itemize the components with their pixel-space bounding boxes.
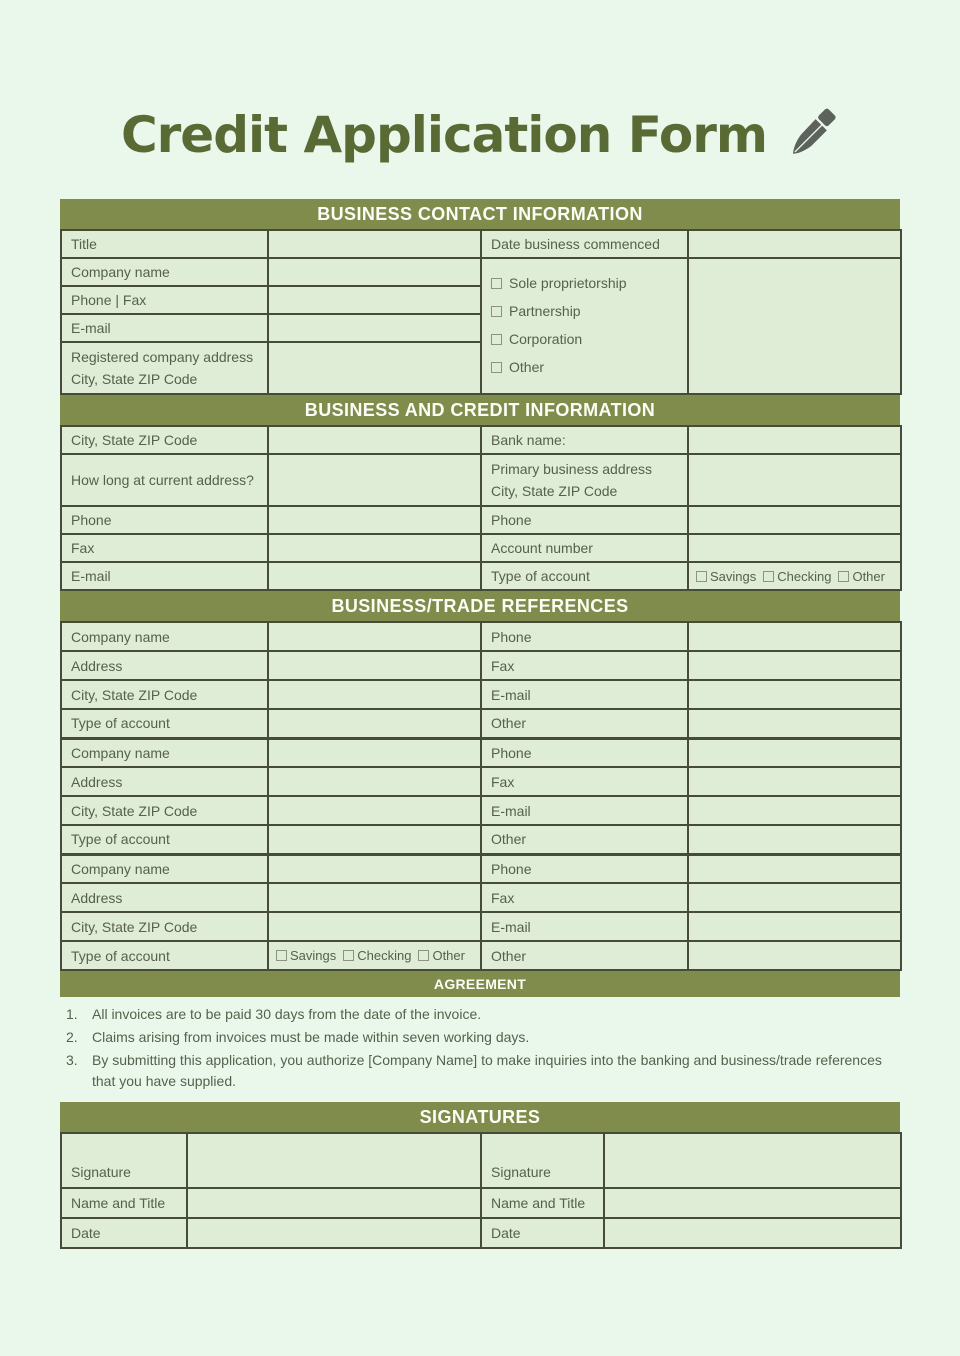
ref2-type-of-account-input-cell[interactable] [268, 825, 481, 854]
ref3-phone-input-cell[interactable] [688, 854, 901, 883]
agreement-item [62, 1050, 898, 1092]
account-type-savings[interactable] [276, 948, 336, 963]
section-header-trade-references [60, 591, 900, 621]
label-company-name: Company name [61, 622, 268, 651]
page-title: Credit Application Form [120, 106, 768, 164]
fax-input-cell[interactable] [268, 534, 481, 562]
checkbox-icon[interactable] [276, 950, 287, 961]
date-business-commenced-input-cell[interactable] [688, 230, 901, 258]
section-title: AGREEMENT [433, 976, 527, 992]
ref1-type-of-account-input-cell[interactable] [268, 709, 481, 738]
pen-nib-icon [787, 105, 839, 161]
signature-2-input-cell[interactable] [604, 1133, 901, 1188]
phone-fax-input-cell[interactable] [268, 286, 481, 314]
org-type-label: Sole proprietorship [509, 275, 627, 291]
label-date: Date [481, 1218, 604, 1248]
account-type-savings[interactable] [696, 569, 756, 584]
agreement-item-text: All invoices are to be paid 30 days from the date of the invoice. [92, 1006, 482, 1022]
label-city-state-zip: City, State ZIP Code [61, 796, 268, 825]
ref1-company-name-input-cell[interactable] [268, 622, 481, 651]
ref1-fax-input-cell[interactable] [688, 651, 901, 680]
phone-input-cell[interactable] [268, 506, 481, 534]
label-date: Date [61, 1218, 187, 1248]
account-type-options-cell [688, 562, 901, 590]
label-city-state-zip: City, State ZIP Code [61, 426, 268, 454]
label-account-number: Account number [481, 534, 688, 562]
label-name-and-title: Name and Title [61, 1188, 187, 1218]
label-type-of-account: Type of account [61, 825, 268, 854]
organization-type-input-cell[interactable] [688, 258, 901, 394]
ref3-city-state-zip-input-cell[interactable] [268, 912, 481, 941]
account-type-other[interactable] [838, 569, 885, 584]
checkbox-icon[interactable] [491, 334, 502, 345]
ref3-other-input-cell[interactable] [688, 941, 901, 970]
email-input-cell[interactable] [268, 314, 481, 342]
section-header-business-credit [60, 395, 900, 425]
agreement-item-text: By submitting this application, you authorize [Company Name] to make inquiries into the banking and business/trade references that you have supplied. [92, 1052, 882, 1089]
section-title: BUSINESS CONTACT INFORMATION [317, 203, 643, 224]
date-2-input-cell[interactable] [604, 1218, 901, 1248]
account-type-checking[interactable] [763, 569, 831, 584]
account-number-input-cell[interactable] [688, 534, 901, 562]
date-1-input-cell[interactable] [187, 1218, 481, 1248]
label-other: Other [481, 709, 688, 738]
business-contact-table [60, 229, 902, 395]
org-type-label: Corporation [509, 331, 583, 347]
ref1-other-input-cell[interactable] [688, 709, 901, 738]
checkbox-icon[interactable] [696, 571, 707, 582]
label-phone: Phone [481, 738, 688, 767]
city-state-zip-input-cell[interactable] [268, 426, 481, 454]
label-fax: Fax [481, 767, 688, 796]
label-title: Title [61, 230, 268, 258]
ref3-fax-input-cell[interactable] [688, 883, 901, 912]
ref2-company-name-input-cell[interactable] [268, 738, 481, 767]
label-line: Primary business address [491, 461, 653, 477]
label-other: Other [481, 825, 688, 854]
email-input-cell[interactable] [268, 562, 481, 590]
ref3-account-type-options-cell [268, 941, 481, 970]
label-phone-fax: Phone | Fax [61, 286, 268, 314]
label-signature: Signature [481, 1133, 604, 1188]
org-type-sole-proprietorship[interactable] [491, 269, 678, 297]
label-other: Other [481, 941, 688, 970]
org-type-corporation[interactable] [491, 325, 678, 353]
primary-business-address-input-cell[interactable] [688, 454, 901, 506]
signature-1-input-cell[interactable] [187, 1133, 481, 1188]
section-header-business-contact [60, 199, 900, 229]
agreement-item [62, 1004, 898, 1025]
ref2-address-input-cell[interactable] [268, 767, 481, 796]
label-line: Registered company address [71, 349, 254, 365]
label-city-state-zip: City, State ZIP Code [61, 912, 268, 941]
checkbox-icon[interactable] [491, 362, 502, 373]
name-title-2-input-cell[interactable] [604, 1188, 901, 1218]
ref3-company-name-input-cell[interactable] [268, 854, 481, 883]
agreement-item-text: Claims arising from invoices must be made within seven working days. [92, 1029, 530, 1045]
ref1-phone-input-cell[interactable] [688, 622, 901, 651]
account-type-label: Other [432, 948, 465, 963]
label-signature: Signature [61, 1133, 187, 1188]
label-line: City, State ZIP Code [71, 371, 198, 387]
account-type-label: Checking [357, 948, 412, 963]
label-city-state-zip: City, State ZIP Code [61, 680, 268, 709]
signatures-table [60, 1132, 902, 1249]
account-type-checking[interactable] [343, 948, 411, 963]
label-phone: Phone [61, 506, 268, 534]
ref2-fax-input-cell[interactable] [688, 767, 901, 796]
organization-type-cell [481, 258, 688, 394]
section-title: SIGNATURES [419, 1106, 541, 1127]
label-type-of-account: Type of account [61, 709, 268, 738]
section-header-signatures [60, 1102, 900, 1132]
company-name-input-cell[interactable] [268, 258, 481, 286]
label-company-name: Company name [61, 738, 268, 767]
ref1-email-input-cell[interactable] [688, 680, 901, 709]
label-email: E-mail [61, 562, 268, 590]
org-type-label: Partnership [509, 303, 581, 319]
trade-references-table [60, 621, 902, 971]
bank-name-input-cell[interactable] [688, 426, 901, 454]
business-credit-table [60, 425, 902, 591]
ref1-city-state-zip-input-cell[interactable] [268, 680, 481, 709]
label-address: Address [61, 651, 268, 680]
account-type-label: Checking [777, 568, 832, 584]
org-type-other[interactable] [491, 353, 678, 381]
label-bank-phone: Phone [481, 506, 688, 534]
label-date-business-commenced: Date business commenced [481, 230, 688, 258]
label-phone: Phone [481, 622, 688, 651]
agreement-item-number: 2. [66, 1029, 78, 1045]
title-input-cell[interactable] [268, 230, 481, 258]
account-type-label: Savings [710, 568, 757, 584]
account-type-label: Savings [290, 948, 337, 963]
label-type-of-account: Type of account [481, 562, 688, 590]
agreement-item-number: 1. [66, 1006, 78, 1022]
name-title-1-input-cell[interactable] [187, 1188, 481, 1218]
label-name-and-title: Name and Title [481, 1188, 604, 1218]
agreement-item-number: 3. [66, 1052, 78, 1068]
ref1-address-input-cell[interactable] [268, 651, 481, 680]
label-address: Address [61, 767, 268, 796]
checkbox-icon[interactable] [491, 278, 502, 289]
label-how-long-address: How long at current address? [61, 454, 268, 506]
label-bank-name: Bank name: [481, 426, 688, 454]
ref2-phone-input-cell[interactable] [688, 738, 901, 767]
label-fax: Fax [61, 534, 268, 562]
label-email: E-mail [481, 912, 688, 941]
checkbox-icon[interactable] [763, 571, 774, 582]
ref2-other-input-cell[interactable] [688, 825, 901, 854]
section-title: BUSINESS/TRADE REFERENCES [331, 595, 629, 616]
agreement-terms [60, 1004, 900, 1092]
checkbox-icon[interactable] [838, 571, 849, 582]
org-type-label: Other [509, 359, 545, 375]
label-fax: Fax [481, 651, 688, 680]
label-address: Address [61, 883, 268, 912]
ref3-address-input-cell[interactable] [268, 883, 481, 912]
label-registered-company-address [61, 342, 268, 394]
label-line: City, State ZIP Code [491, 483, 618, 499]
label-email: E-mail [61, 314, 268, 342]
label-primary-business-address [481, 454, 688, 506]
document-header [0, 0, 960, 163]
section-title: BUSINESS AND CREDIT INFORMATION [304, 399, 656, 420]
checkbox-icon[interactable] [491, 306, 502, 317]
ref3-email-input-cell[interactable] [688, 912, 901, 941]
label-fax: Fax [481, 883, 688, 912]
registered-address-input-cell[interactable] [268, 342, 481, 394]
label-email: E-mail [481, 680, 688, 709]
label-phone: Phone [481, 854, 688, 883]
label-email: E-mail [481, 796, 688, 825]
label-company-name: Company name [61, 258, 268, 286]
how-long-address-input-cell[interactable] [268, 454, 481, 506]
account-type-label: Other [852, 568, 885, 584]
checkbox-icon[interactable] [343, 950, 354, 961]
label-type-of-account: Type of account [61, 941, 268, 970]
org-type-partnership[interactable] [491, 297, 678, 325]
ref2-email-input-cell[interactable] [688, 796, 901, 825]
ref2-city-state-zip-input-cell[interactable] [268, 796, 481, 825]
checkbox-icon[interactable] [418, 950, 429, 961]
bank-phone-input-cell[interactable] [688, 506, 901, 534]
section-header-agreement [60, 971, 900, 997]
label-company-name: Company name [61, 854, 268, 883]
account-type-other[interactable] [418, 948, 465, 963]
agreement-item [62, 1027, 898, 1048]
credit-application-form [60, 199, 900, 1249]
